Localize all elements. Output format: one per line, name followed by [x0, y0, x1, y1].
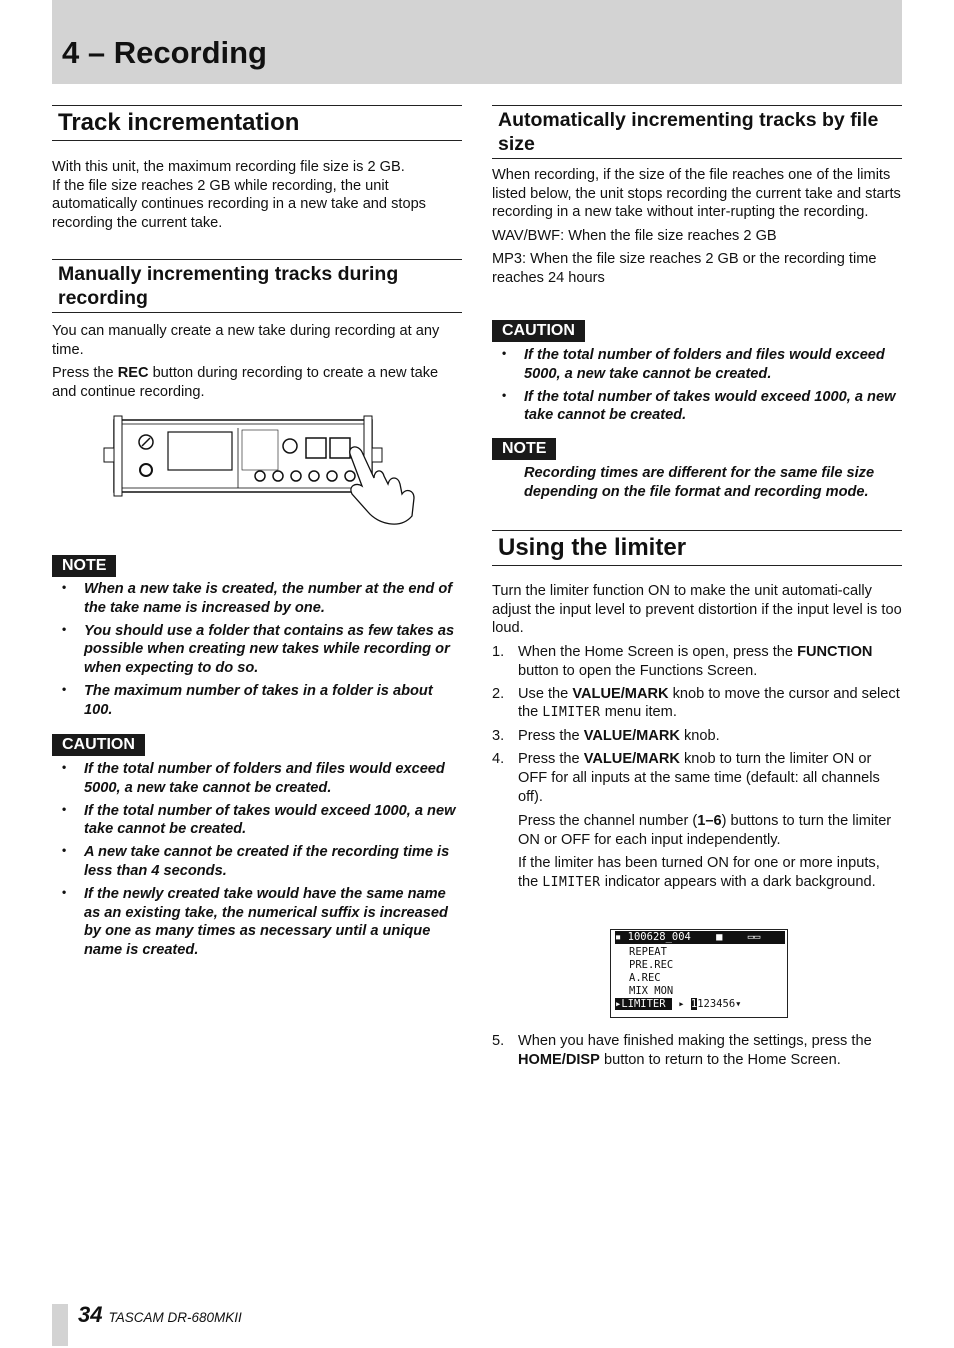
caution-badge-right: CAUTION: [492, 320, 585, 342]
limiter-steps: [492, 643, 902, 811]
auto-body: [492, 166, 902, 293]
note-badge-left: NOTE: [52, 555, 116, 577]
footer-bar: [52, 1304, 68, 1346]
note-item: • When a new take is created, the number at the end of the take name is increased by one.: [62, 580, 453, 616]
step-4: 4. Press the VALUE/MARK knob to turn the limiter ON or OFF for all inputs at the same time (default: all channels off).: [492, 751, 880, 805]
auto-p1: When recording, if the size of the file reaches one of the limits listed below, the unit stops recording the current take and starts recording in a new take without inter-rupting the recording.: [492, 167, 901, 221]
manual-body: [52, 322, 462, 406]
page-number: 34: [78, 1302, 103, 1327]
track-inc-body: [52, 158, 462, 237]
auto-p3: MP3: When the file size reaches 2 GB or the recording time reaches 24 hours: [492, 251, 877, 286]
auto-p2: WAV/BWF: When the file size reaches 2 GB: [492, 227, 777, 244]
footer-model: TASCAM DR-680MKII: [108, 1310, 242, 1325]
chapter-header: [52, 0, 902, 84]
step-5: 5. When you have finished making the settings, press the HOME/DISP button to return to the Home Screen.: [492, 1033, 872, 1068]
caution-item: • If the total number of folders and files would exceed 5000, a new take cannot be created.: [62, 760, 445, 796]
heading-using-limiter: Using the limiter: [492, 530, 902, 566]
caution-list-right: [492, 346, 902, 429]
caution-item: • If the total number of takes would exceed 1000, a new take cannot be created.: [502, 387, 896, 424]
limiter-step-5: [492, 1032, 902, 1074]
step-4-details: [492, 812, 902, 897]
heading-auto-increment: Automatically incrementing tracks by file size: [492, 105, 902, 159]
caution-item: • A new take cannot be created if the recording time is less than 4 seconds.: [62, 843, 450, 879]
caution-badge-left: CAUTION: [52, 734, 145, 756]
note-badge-right: NOTE: [492, 438, 556, 460]
note-item: • You should use a folder that contains as few takes as possible when creating new takes while recording or when expecting to do so.: [62, 621, 455, 676]
caution-item: • If the newly created take would have the same name as an existing take, the numerical suffix is increased by one as many times as necessary until a unique name is created.: [62, 885, 448, 958]
step-2: 2. Use the VALUE/MARK knob to move the cursor and select the LIMITER menu item.: [492, 685, 900, 721]
lcd-selected-row: ▸LIMITER ▸ 1123456▾: [615, 998, 742, 1010]
lcd-menu-item: REPEAT: [629, 946, 667, 958]
manual-p1: You can manually create a new take during recording at any time.: [52, 323, 440, 358]
limiter-intro: [492, 582, 902, 643]
track-inc-p2: If the file size reaches 2 GB while recording, the unit automatically continues recording in a new take and stops recording the current take.: [52, 177, 426, 231]
caution-item: • If the total number of folders and files would exceed 5000, a new take cannot be created.: [502, 346, 885, 382]
lcd-menu-item: PRE.REC: [629, 959, 674, 971]
chapter-title: 4 – Recording: [62, 35, 267, 70]
heading-track-incrementation: Track incrementation: [52, 105, 462, 141]
heading-manual-increment: Manually incrementing tracks during recording: [52, 259, 462, 313]
track-inc-p1: With this unit, the maximum recording file size is 2 GB.: [52, 159, 405, 175]
step-4-sub2: If the limiter has been turned ON for one or more inputs, the LIMITER indicator appears with a dark background.: [518, 855, 880, 890]
step-1: 1. When the Home Screen is open, press the FUNCTION button to open the Functions Screen.: [492, 644, 873, 679]
device-illustration: [100, 412, 415, 534]
caution-list-left: [52, 760, 462, 964]
page-footer: [78, 1302, 242, 1328]
step-4-sub1: Press the channel number (1–6) buttons to turn the limiter ON or OFF for each input independently.: [518, 813, 892, 848]
lcd-menu-item: MIX MON: [629, 985, 674, 997]
note-text-right: Recording times are different for the same file size depending on the file format and recording mode.: [524, 465, 875, 500]
lcd-title-bar: ▪ 100628_004 ■ ▭▭: [615, 931, 785, 944]
limiter-intro-text: Turn the limiter function ON to make the unit automati-cally adjust the input level to prevent distortion if the input level is too loud.: [492, 583, 902, 637]
lcd-screen: [610, 929, 788, 1018]
caution-item: • If the total number of takes would exceed 1000, a new take cannot be created.: [62, 801, 456, 838]
manual-p2: Press the REC button during recording to create a new take and continue recording.: [52, 365, 439, 400]
note-list-left: [52, 580, 462, 724]
lcd-menu-item: A.REC: [629, 972, 661, 984]
note-item: • The maximum number of takes in a folder is about 100.: [62, 681, 433, 718]
step-3: 3. Press the VALUE/MARK knob.: [492, 728, 720, 745]
